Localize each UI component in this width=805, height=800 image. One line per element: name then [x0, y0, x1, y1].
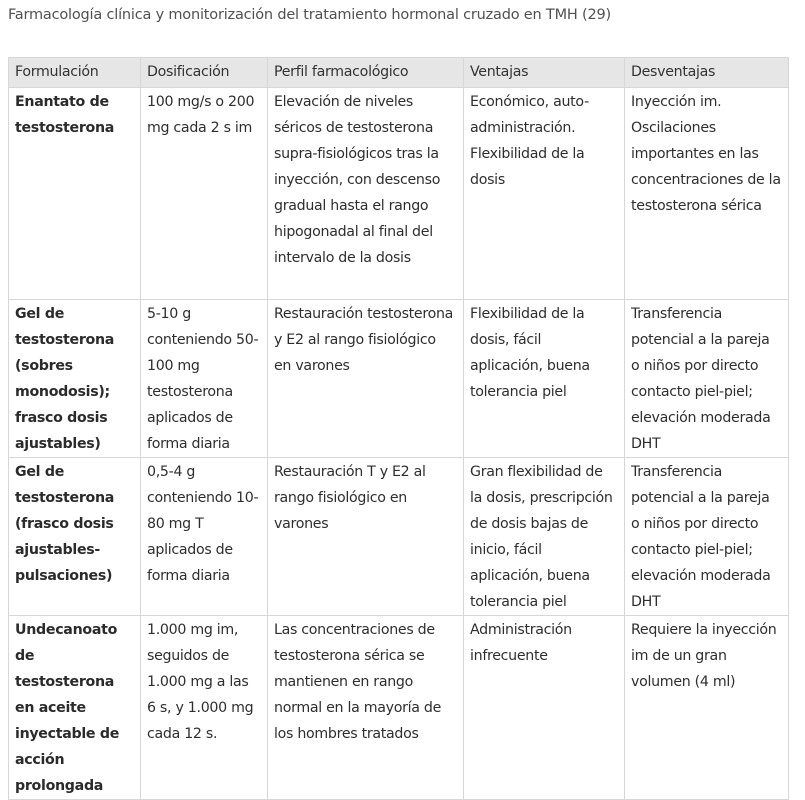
- cell-ventajas: Administración infrecuente: [464, 616, 625, 800]
- cell-ventajas: Económico, auto-administración. Flexibilidad de la dosis: [464, 88, 625, 300]
- cell-desventajas: Transferencia potencial a la pareja o niños por directo contacto piel-piel; elevación moderada DHT: [625, 458, 789, 616]
- cell-perfil: Restauración T y E2 al rango fisiológico en varones: [268, 458, 464, 616]
- header-formulacion: Formulación: [9, 58, 141, 88]
- table-row: [9, 458, 789, 616]
- cell-perfil: Elevación de niveles séricos de testosterona supra-fisiológicos tras la inyección, con descenso gradual hasta el rango hipogonadal al final del intervalo de la dosis: [268, 88, 464, 300]
- cell-dosificacion: 100 mg/s o 200 mg cada 2 s im: [141, 88, 268, 300]
- cell-formulacion: Gel de testosterona (sobres monodosis); frasco dosis ajustables): [9, 300, 141, 458]
- table-row: [9, 88, 789, 300]
- header-row: [9, 58, 789, 88]
- cell-formulacion: Enantato de testosterona: [9, 88, 141, 300]
- cell-formulacion: Undecanoato de testosterona en aceite inyectable de acción prolongada: [9, 616, 141, 800]
- table-row: [9, 616, 789, 800]
- header-dosificacion: Dosificación: [141, 58, 268, 88]
- cell-desventajas: Requiere la inyección im de un gran volumen (4 ml): [625, 616, 789, 800]
- table-row: [9, 300, 789, 458]
- table-header: [9, 58, 789, 88]
- cell-formulacion: Gel de testosterona (frasco dosis ajustables-pulsaciones): [9, 458, 141, 616]
- header-ventajas: Ventajas: [464, 58, 625, 88]
- cell-dosificacion: 5-10 g conteniendo 50-100 mg testosterona aplicados de forma diaria: [141, 300, 268, 458]
- cell-ventajas: Flexibilidad de la dosis, fácil aplicación, buena tolerancia piel: [464, 300, 625, 458]
- cell-perfil: Restauración testosterona y E2 al rango fisiológico en varones: [268, 300, 464, 458]
- cell-perfil: Las concentraciones de testosterona sérica se mantienen en rango normal en la mayoría de los hombres tratados: [268, 616, 464, 800]
- cell-dosificacion: 1.000 mg im, seguidos de 1.000 mg a las 6 s, y 1.000 mg cada 12 s.: [141, 616, 268, 800]
- table-body: [9, 88, 789, 800]
- cell-desventajas: Transferencia potencial a la pareja o niños por directo contacto piel-piel; elevación moderada DHT: [625, 300, 789, 458]
- header-perfil: Perfil farmacológico: [268, 58, 464, 88]
- cell-ventajas: Gran flexibilidad de la dosis, prescripción de dosis bajas de inicio, fácil aplicación, buena tolerancia piel: [464, 458, 625, 616]
- header-desventajas: Desventajas: [625, 58, 789, 88]
- cell-desventajas: Inyección im. Oscilaciones importantes en las concentraciones de la testosterona sérica: [625, 88, 789, 300]
- cell-dosificacion: 0,5-4 g conteniendo 10-80 mg T aplicados de forma diaria: [141, 458, 268, 616]
- table-caption: Farmacología clínica y monitorización del tratamiento hormonal cruzado en TMH (29): [8, 7, 611, 23]
- treatment-table: [8, 57, 789, 800]
